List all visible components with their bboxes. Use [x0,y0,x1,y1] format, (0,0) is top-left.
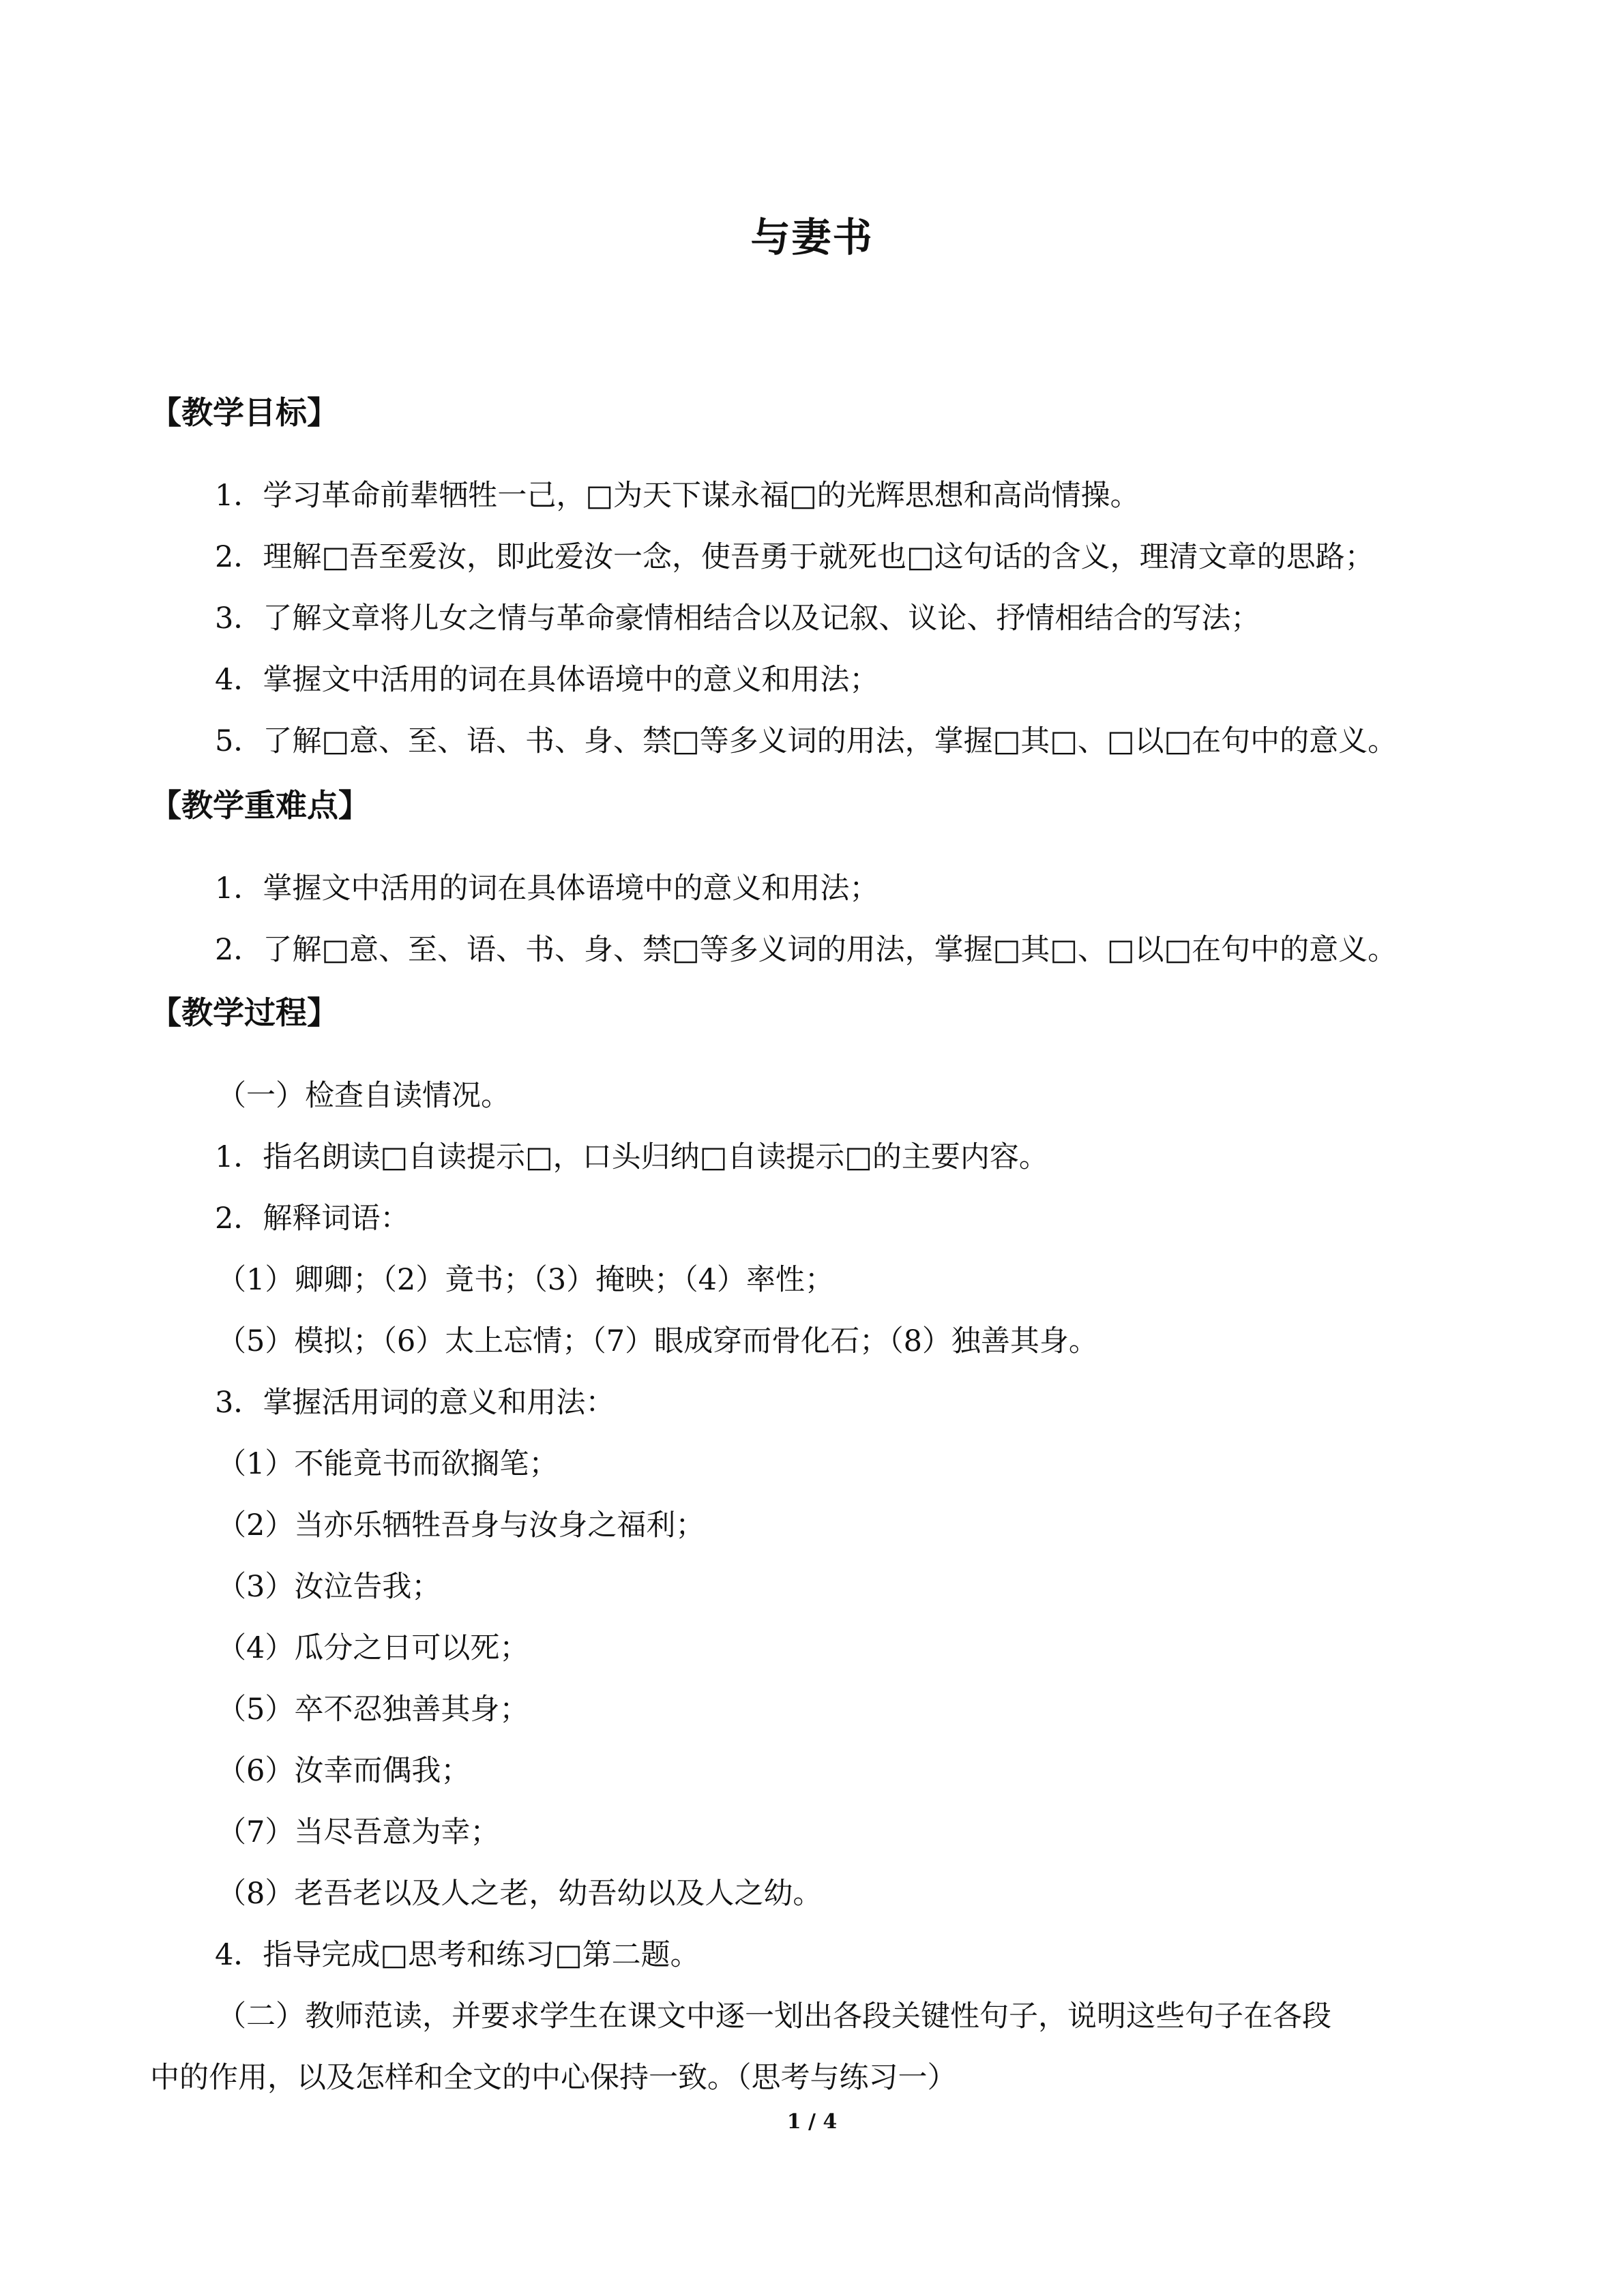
process-line: （1）不能竟书而欲搁笔； [217,1447,559,1481]
process-line: （6）汝幸而偶我； [217,1754,471,1788]
process-line: （7）当尽吾意为幸； [217,1815,500,1849]
document-title: 与妻书 [750,214,874,260]
process-line: （5）模拟；（6）太上忘情；（7）眼成穿而骨化石；（8）独善其身。 [217,1324,1098,1358]
process-line: （2）当亦乐牺牲吾身与汝身之福利； [217,1508,705,1542]
process-line: 2．解释词语： [215,1202,410,1236]
process-line: 3．掌握活用词的意义和用法： [215,1386,615,1420]
process-line: （5）卒不忍独善其身； [217,1693,529,1727]
process-line: 4．指导完成□思考和练习□第二题。 [215,1938,700,1972]
section-heading-process: 【教学过程】 [150,994,338,1031]
section-heading-objectives: 【教学目标】 [150,394,338,431]
objective-item: 1．学习革命前辈牺牲一己，□为天下谋永福□的光辉思想和高尚情操。 [215,479,1140,513]
process-line: （4）瓜分之日可以死； [217,1631,529,1665]
process-line: 1．指名朗读□自读提示□，口头归纳□自读提示□的主要内容。 [215,1140,1048,1174]
process-line: （8）老吾老以及人之老，幼吾幼以及人之幼。 [217,1877,823,1911]
objective-item: 2．理解□吾至爱汝，即此爱汝一念，使吾勇于就死也□这句话的含义，理清文章的思路； [215,540,1374,574]
process-line: （1）卿卿；（2）竟书；（3）掩映；（4）率性； [217,1263,834,1297]
objective-item: 3．了解文章将儿女之情与革命豪情相结合以及记叙、议论、抒情相结合的写法； [215,601,1260,636]
objective-item: 5．了解□意、至、语、书、身、禁□等多义词的用法，掌握□其□、□以□在句中的意义。 [215,724,1398,758]
key-point-item: 2．了解□意、至、语、书、身、禁□等多义词的用法，掌握□其□、□以□在句中的意义。 [215,933,1398,967]
page-number: 1 / 4 [786,2110,838,2134]
section-heading-key-points: 【教学重难点】 [150,787,370,824]
process-line: （3）汝泣告我； [217,1570,441,1604]
process-line: （一）检查自读情况。 [217,1079,510,1113]
process-line: （二）教师范读，并要求学生在课文中逐一划出各段关键性句子，说明这些句子在各段 [217,1999,1331,2033]
process-line: 中的作用，以及怎样和全文的中心保持一致。（思考与练习一） [150,2061,957,2095]
objective-item: 4．掌握文中活用的词在具体语境中的意义和用法； [215,663,879,697]
key-point-item: 1．掌握文中活用的词在具体语境中的意义和用法； [215,871,879,906]
